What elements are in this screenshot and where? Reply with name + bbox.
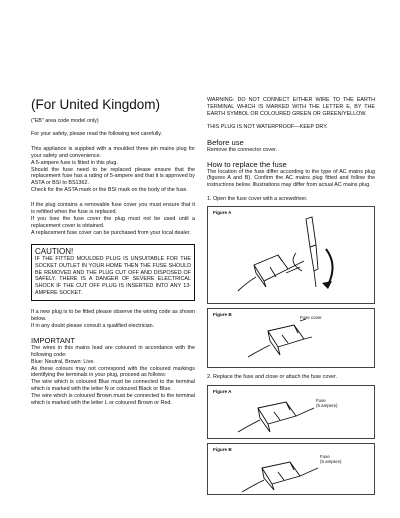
figure-a2-label: Figure A — [213, 389, 232, 395]
important-line-1: The wires in this mains lead are coloured in accordance with the following code: — [31, 344, 195, 358]
caution-text: IF THE FITTED MOULDED PLUG IS UNSUITABLE FOR THE SOCKET OUTLET IN YOUR HOME THEN THE FUSE SHOULD BE REMOVED AND THE PLUG CUT OFF AND DISPOSED OF SAFELY. THERE IS A DANGER OF SEVERE ELECTRICAL SHOCK IF THE CUT OFF PLUG IS INSERTED INTO ANY 13-AMPERE SOCKET. — [35, 255, 191, 297]
plug-screwdriver-illustration — [208, 207, 374, 303]
important-line-5: The wire which is coloured Brown must be connected to the terminal which is marked with the letter L or coloured Brown or Red. — [31, 393, 195, 407]
plug-info-4: Check for the ASTA mark or the BSI mark on the body of the fuse. — [31, 187, 188, 194]
fuse-cover-1: If the plug contains a removable fuse cover you must ensure that it is refitted when the fuse is replaced. — [31, 202, 195, 216]
replace-fuse-heading: How to replace the fuse — [207, 159, 287, 169]
fuse-cover-2: If you lose the fuse cover the plug must not be used until a replacement cover is obtained. — [31, 215, 195, 229]
caution-heading: CAUTION! — [35, 246, 74, 256]
plug-fuse-cover-illustration — [208, 309, 374, 367]
important-line-2: Blue: Neutral, Brown: Live. — [31, 358, 95, 365]
figure-b-replace-fuse — [207, 443, 375, 495]
figure-a-label: Figure A — [213, 210, 232, 216]
not-waterproof-text: THIS PLUG IS NOT WATERPROOF—KEEP DRY. — [207, 123, 328, 130]
fuse-5a-label-a: Fuse (5 ampere) — [316, 398, 338, 409]
important-heading: IMPORTANT — [31, 335, 76, 345]
step-2-text: 2. Replace the fuse and close or attach the fuse cover. — [207, 374, 338, 381]
wiring-note-1: If a new plug is to be fitted please observe the wiring code as shown below. — [31, 309, 195, 323]
before-use-text: Remove the connector cover. — [207, 146, 278, 153]
important-line-3: As these colours may not correspond with the coloured markings identifying the terminals in your plug, proceed as follows: — [31, 365, 195, 379]
intro-text: For your safety, please read the following text carefully. — [31, 130, 163, 137]
figure-b2-label: Figure B — [213, 447, 232, 453]
important-line-4: The wire which is coloured Blue must be connected to the terminal which is marked with the letter N or coloured Black or Blue. — [31, 379, 195, 393]
figure-a-replace-fuse — [207, 385, 375, 439]
figure-a-open-cover — [207, 206, 375, 304]
replace-fuse-text: The location of the fuse differ according to the type of AC mains plug (figures A and B). Confirm the AC mains plug fitted and follow the instructions below. Illustrations may differ from actual AC mains plug. — [207, 168, 375, 189]
before-use-heading: Before use — [207, 137, 244, 147]
plug-info-1: This appliance is supplied with a moulded three pin mains plug for your safety and convenience. — [31, 145, 195, 159]
caution-box — [31, 244, 195, 301]
model-note: ("EB" area code model only) — [31, 118, 99, 124]
fuse-cover-label: Fuse cover — [300, 315, 322, 321]
fuse-cover-3: A replacement fuse cover can be purchased from your local dealer. — [31, 229, 191, 236]
figure-b-label: Figure B — [213, 312, 232, 318]
step-1-text: 1. Open the fuse cover with a screwdriver. — [207, 196, 308, 203]
fuse-5a-label-b: Fuse (5 ampere) — [320, 454, 342, 465]
left-column — [31, 118, 195, 407]
plug-info-2: A 5-ampere fuse is fitted in this plug. — [31, 159, 118, 166]
figure-b-open-cover — [207, 308, 375, 368]
warning-text: WARNING: DO NOT CONNECT EITHER WIRE TO THE EARTH TERMINAL WHICH IS MARKED WITH THE LETTER E, BY THE EARTH SYMBOL OR COLOURED GREEN OR GREEN/YELLOW. — [207, 97, 375, 117]
right-column — [207, 97, 375, 495]
plug-info-3: Should the fuse need to be replaced please ensure that the replacement fuse has a rating of 5-ampere and that it is approved by ASTA or BSI to BS1362. — [31, 166, 195, 187]
plug-fuse-a-illustration — [208, 386, 374, 438]
plug-fuse-b-illustration — [208, 444, 374, 494]
page-title: (For United Kingdom) — [31, 97, 161, 112]
wiring-note-2: If in any doubt please consult a qualified electrician. — [31, 322, 155, 329]
